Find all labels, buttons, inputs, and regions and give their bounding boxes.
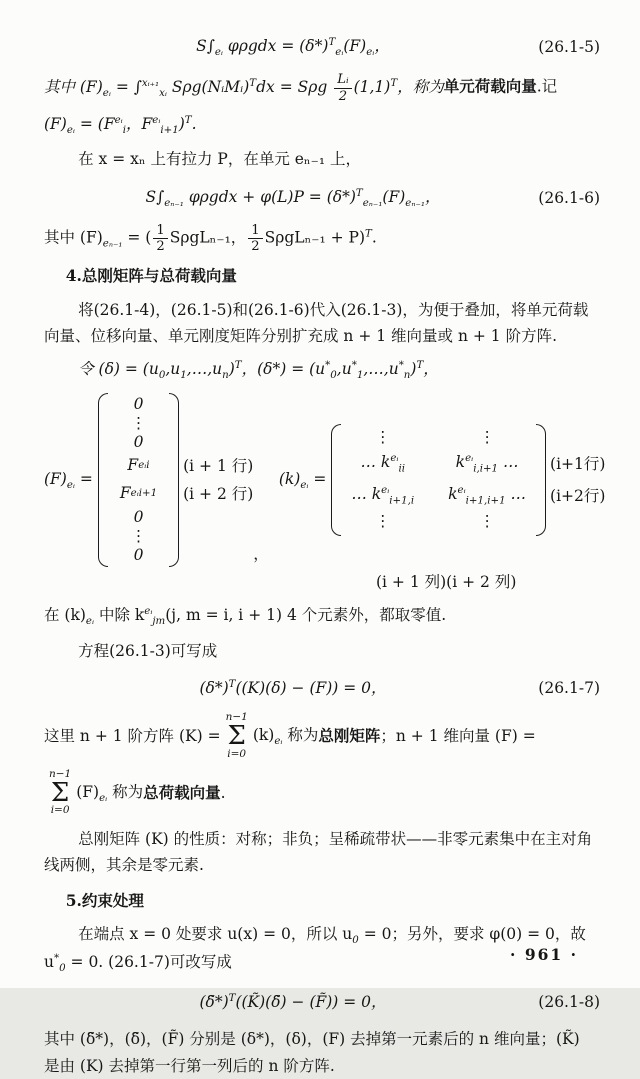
equation-26-1-7-body: $(\delta*)^T((K)(\delta) - (F)) = 0$， xyxy=(199,678,387,698)
matrix-definitions-row xyxy=(44,393,606,567)
bold-term-unit-load-vector: 单元荷载向量 xyxy=(443,77,537,97)
vector-cell: 0 xyxy=(133,545,144,564)
matrix-cell-ki1i: … $k^{eᵢ}_{i+1,i}$ xyxy=(351,484,415,506)
element-stiffness-matrix-definition xyxy=(279,424,606,536)
paragraph-unit-load-vector xyxy=(44,72,600,103)
equation-26-1-8 xyxy=(44,989,600,1015)
paragraph-zero-elements: 在 $(k)_{eᵢ}$ 中除 $k^{eᵢ}_{jm}(j$, m = i, i + 1) 4 个元素外，都取零值. xyxy=(44,606,447,628)
equation-26-1-6-body: $S\int_{e_{n-1}}$ $\varphi\rho gdx + \varphi(L)P = (\delta*)^T_{e_{n-1}}(F)_{e_{n-1}}$， xyxy=(145,187,441,209)
paragraph-where-f-n-1: 其中 $(F)_{e_{n-1}}$ = ( $\frac{1}{2}$ SρgLₙ₋₁， $\frac{1}{2}$ SρgLₙ₋₁ + P)$^T$. xyxy=(44,223,377,255)
vector-cell: 0 xyxy=(133,507,144,526)
text-segment: . xyxy=(220,783,226,802)
paragraph-f-vector-definition: $(F)_{eᵢ} = (F^{eᵢ}_i$，$F^{eᵢ}_{i+1})^T$. xyxy=(44,114,197,136)
row-label-i-plus-2: (i + 2 行) xyxy=(183,484,254,503)
paragraph-let-delta: 令 $(\delta) = (u_0,u_1,\dots,u_n)^T$，$(\delta*) = (u^*_0,u^*_1,\dots,u^*_n)^T$， xyxy=(78,360,439,382)
vector-cell-fi: F eᵢ i xyxy=(127,456,150,475)
equation-26-1-8-body: (δ̃*)$^T$((K̃)(δ̃) − (F̃)) = 0， xyxy=(199,992,387,1011)
heading-section-4: 4.总刚矩阵与总荷载向量 xyxy=(65,266,237,286)
left-parenthesis xyxy=(98,393,108,567)
paragraph-total-stiffness-matrix xyxy=(44,712,600,760)
math-segment: $(F)_{eᵢ}$ 称为 xyxy=(76,782,144,804)
matrix-dots: ⋮ xyxy=(479,512,495,531)
equation-26-1-5 xyxy=(44,33,600,61)
vector-dots: ⋮ xyxy=(130,526,147,545)
vector-cell: 0 xyxy=(133,394,144,413)
load-vector-cells xyxy=(108,393,169,567)
matrix-dots: ⋮ xyxy=(479,428,495,447)
separator-comma: ， xyxy=(253,544,269,563)
sigma-glyph: Σ xyxy=(50,777,70,808)
text-segment: .记 xyxy=(536,78,558,97)
matrix-row-labels xyxy=(550,448,605,512)
equation-26-1-6 xyxy=(44,184,600,212)
matrix-dots: ⋮ xyxy=(374,428,391,447)
row-label-i-plus-1: (i + 1 行) xyxy=(183,456,254,475)
right-parenthesis xyxy=(169,393,179,567)
load-vector-lhs: $(F)_{eᵢ}$ = xyxy=(44,469,93,491)
left-parenthesis xyxy=(331,424,341,536)
matrix-dots: ⋮ xyxy=(374,512,391,531)
summation-symbol xyxy=(226,712,248,760)
sum-lower-limit: i=0 xyxy=(50,804,70,817)
paragraph-pull-force: 在 x = xₙ 上有拉力 P，在单元 eₙ₋₁ 上， xyxy=(78,150,361,169)
math-segment: 这里 n + 1 阶方阵 (K) = xyxy=(44,727,221,746)
paragraph-tilde-definitions: 其中 (δ̃*)，(δ̃)，(F̃) 分别是 (δ*)，(δ)，(F) 去掉第一元素后的 n 维向量；(K̃) 是由 (K) 去掉第一行第一列后的 n 阶方阵. xyxy=(44,1030,580,1075)
math-segment: $(k)_{eᵢ}$ 称为 xyxy=(252,726,319,748)
summation-symbol xyxy=(49,769,71,817)
equation-26-1-7-number: (26.1-7) xyxy=(538,679,600,698)
vector-cell: 0 xyxy=(133,432,144,451)
matrix-cell-ki1i1: $k^{eᵢ}_{i+1,i+1}$ … xyxy=(448,484,527,506)
matrix-column-labels: (i + 1 列)(i + 2 列) xyxy=(376,572,517,591)
math-segment: 其中 $(F)_{eᵢ} = \int^{xᵢ_{+1}}_{xᵢ}$ Sρg(NᵢMᵢ)$^T$dx = Sρg $\frac{\text{Lᵢ}}{2}$ $(1,1)^T$，称为 xyxy=(44,72,444,104)
stiffness-matrix-lhs: $(k)_{eᵢ}$ = xyxy=(278,469,327,491)
equation-26-1-7 xyxy=(44,675,600,701)
paragraph-total-load-vector xyxy=(44,769,600,817)
paragraph-constraint-handling: 在端点 x = 0 处要求 u(x) = 0，所以 $u_0 = 0$；另外，要求 φ(0) = 0，故 $u^*_0 = 0$. (26.1-7)可改写成 xyxy=(44,924,586,975)
equation-26-1-5-body: $S\int_{eᵢ}$ $\varphi\rho gdx = (\delta*)^T_{eᵢ}(F)_{eᵢ}$， xyxy=(196,36,390,59)
bold-term-total-load-vector: 总荷载向量 xyxy=(143,782,221,802)
sum-upper-limit: n−1 xyxy=(49,768,72,781)
page-number: · 961 · xyxy=(510,944,578,964)
bold-term-total-stiffness-matrix: 总刚矩阵 xyxy=(318,726,381,746)
element-load-vector-definition xyxy=(44,393,269,567)
row-label-i-plus-2: (i+2行) xyxy=(550,486,606,505)
paragraph-expand-vectors: 将(26.1-4)，(26.1-5)和(26.1-6)代入(26.1-3)，为便于叠加，将单元荷载向量、位移向量、单元刚度矩阵分别扩充成 n + 1 维向量或 n + 1 阶方阵. xyxy=(44,300,589,346)
heading-section-5: 5.约束处理 xyxy=(65,890,144,910)
stiffness-matrix-cells xyxy=(341,424,536,536)
row-label-i-plus-1: (i+1行) xyxy=(550,454,606,473)
paragraph-matrix-properties: 总刚矩阵 (K) 的性质：对称；非负；呈稀疏带状——非零元素集中在主对角线两侧，其余是零元素. xyxy=(44,829,593,875)
right-parenthesis xyxy=(536,424,546,536)
vector-dots: ⋮ xyxy=(130,413,147,432)
vector-cell-fi1: F eᵢ i+1 xyxy=(119,484,158,503)
vector-row-labels xyxy=(183,452,253,508)
sigma-glyph: Σ xyxy=(227,720,246,751)
equation-26-1-6-number: (26.1-6) xyxy=(538,188,600,207)
sum-upper-limit: n−1 xyxy=(225,711,248,724)
math-segment: ；n + 1 维向量 (F) = xyxy=(380,727,536,746)
matrix-cell-kii: … $k^{eᵢ}_{ii}$ xyxy=(360,452,405,474)
equation-26-1-8-number: (26.1-8) xyxy=(538,992,600,1011)
sum-lower-limit: i=0 xyxy=(227,747,247,760)
paragraph-equation-rewrite: 方程(26.1-3)可写成 xyxy=(78,641,218,660)
equation-26-1-5-number: (26.1-5) xyxy=(538,38,600,57)
matrix-cell-kii1: $k^{eᵢ}_{i,i+1}$ … xyxy=(455,452,519,474)
